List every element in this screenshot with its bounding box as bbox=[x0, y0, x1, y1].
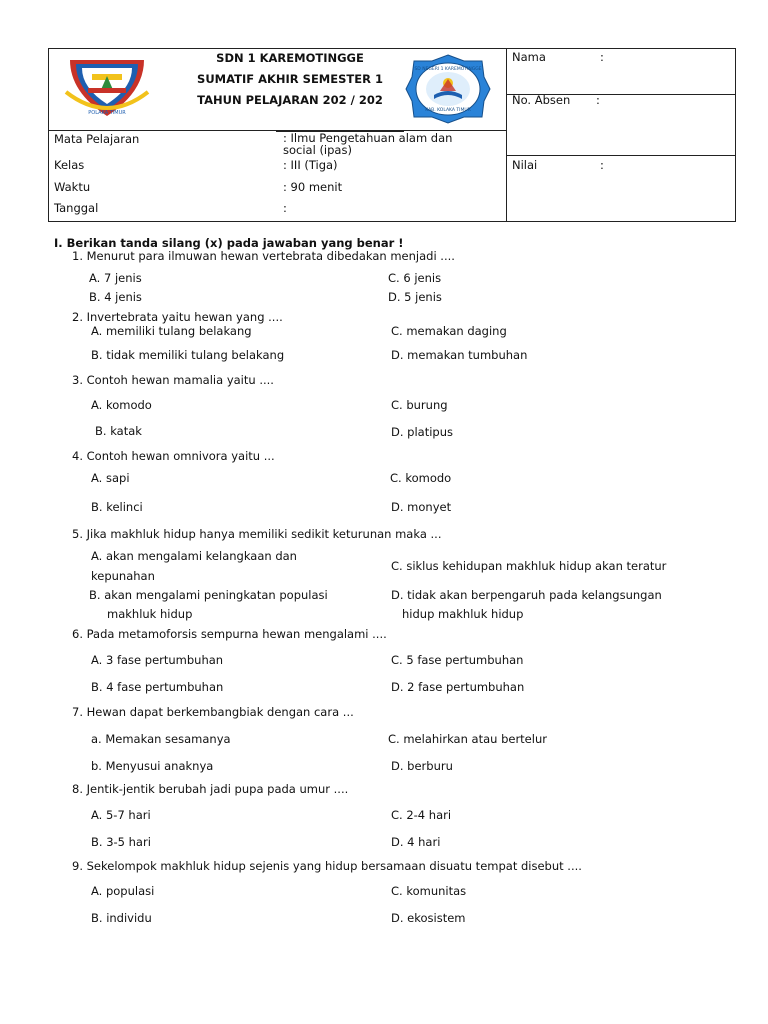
class-label: Kelas bbox=[54, 158, 85, 172]
question-2: 2. Invertebrata yaitu hewan yang .... bbox=[72, 310, 283, 324]
q4-option-c: C. komodo bbox=[390, 471, 452, 485]
q9-option-c: C. komunitas bbox=[391, 884, 467, 898]
q4-option-b: B. kelinci bbox=[91, 500, 143, 514]
q8-option-c: C. 2-4 hari bbox=[391, 808, 452, 822]
q2-option-d: D. memakan tumbuhan bbox=[391, 348, 528, 362]
regency-logo-text: POLAKA TIMUR bbox=[88, 110, 126, 116]
nama-colon: : bbox=[600, 50, 604, 64]
q3-option-c: C. burung bbox=[391, 398, 448, 412]
exam-title: SUMATIF AKHIR SEMESTER 1 bbox=[197, 72, 383, 86]
subject-value: : Ilmu Pengetahuan alam dan social (ipas) bbox=[283, 131, 453, 157]
q1-option-d: D. 5 jenis bbox=[388, 290, 442, 304]
header-divider-right-2 bbox=[506, 155, 736, 156]
q3-option-b: B. katak bbox=[95, 424, 142, 438]
q2-option-b: B. tidak memiliki tulang belakang bbox=[91, 348, 285, 362]
q5-option-b-line2: makhluk hidup bbox=[107, 607, 193, 621]
no-absen-colon: : bbox=[596, 93, 600, 107]
question-8: 8. Jentik-jentik berubah jadi pupa pada umur .... bbox=[72, 782, 349, 796]
q3-option-d: D. platipus bbox=[391, 425, 453, 439]
q4-option-d: D. monyet bbox=[391, 500, 452, 514]
q6-option-b: B. 4 fase pertumbuhan bbox=[91, 680, 224, 694]
q4-option-a: A. sapi bbox=[91, 471, 130, 485]
q9-option-a: A. populasi bbox=[91, 884, 155, 898]
nama-label: Nama bbox=[512, 50, 546, 64]
question-5: 5. Jika makhluk hidup hanya memiliki sedikit keturunan maka ... bbox=[72, 527, 442, 541]
nilai-label: Nilai bbox=[512, 158, 538, 172]
q5-option-b-line1: B. akan mengalami peningkatan populasi bbox=[89, 588, 328, 602]
q7-option-d: D. berburu bbox=[391, 759, 453, 773]
q5-option-a-line1: A. akan mengalami kelangkaan dan bbox=[91, 549, 297, 563]
no-absen-label: No. Absen bbox=[512, 93, 571, 107]
header-divider-vertical bbox=[506, 49, 507, 221]
question-4: 4. Contoh hewan omnivora yaitu ... bbox=[72, 449, 275, 463]
q3-option-a: A. komodo bbox=[91, 398, 152, 412]
q5-option-d-line2: hidup makhluk hidup bbox=[402, 607, 524, 621]
school-name: SDN 1 KAREMOTINGGE bbox=[216, 51, 364, 65]
q6-option-a: A. 3 fase pertumbuhan bbox=[91, 653, 224, 667]
nilai-colon: : bbox=[600, 158, 604, 172]
class-value: : III (Tiga) bbox=[283, 158, 338, 172]
q8-option-b: B. 3-5 hari bbox=[91, 835, 151, 849]
q7-option-c: C. melahirkan atau bertelur bbox=[388, 732, 547, 746]
q8-option-d: D. 4 hari bbox=[391, 835, 441, 849]
subject-label: Mata Pelajaran bbox=[54, 132, 140, 146]
school-logo-bottom-text: KAB. KOLAKA TIMUR bbox=[425, 108, 471, 113]
question-1: 1. Menurut para ilmuwan hewan vertebrata dibedakan menjadi .... bbox=[72, 249, 455, 263]
q1-option-b: B. 4 jenis bbox=[89, 290, 142, 304]
q1-option-c: C. 6 jenis bbox=[388, 271, 442, 285]
q6-option-d: D. 2 fase pertumbuhan bbox=[391, 680, 525, 694]
q2-option-c: C. memakan daging bbox=[391, 324, 507, 338]
time-label: Waktu bbox=[54, 180, 91, 194]
question-3: 3. Contoh hewan mamalia yaitu .... bbox=[72, 373, 274, 387]
academic-year: TAHUN PELAJARAN 202 / 202 bbox=[197, 93, 383, 107]
school-logo-text: SD NEGERI 1 KAREMOTINGGE bbox=[414, 67, 482, 72]
q5-option-c: C. siklus kehidupan makhluk hidup akan teratur bbox=[391, 559, 667, 573]
q1-option-a: A. 7 jenis bbox=[89, 271, 142, 285]
q5-option-d-line1: D. tidak akan berpengaruh pada kelangsungan bbox=[391, 588, 662, 602]
q7-option-b: b. Menyusui anaknya bbox=[91, 759, 214, 773]
q7-option-a: a. Memakan sesamanya bbox=[91, 732, 231, 746]
question-9: 9. Sekelompok makhluk hidup sejenis yang hidup bersamaan disuatu tempat disebut .... bbox=[72, 859, 582, 873]
q6-option-c: C. 5 fase pertumbuhan bbox=[391, 653, 524, 667]
q2-option-a: A. memiliki tulang belakang bbox=[91, 324, 252, 338]
school-logo bbox=[404, 53, 492, 125]
question-6: 6. Pada metamoforsis sempurna hewan mengalami .... bbox=[72, 627, 387, 641]
q8-option-a: A. 5-7 hari bbox=[91, 808, 151, 822]
regency-logo bbox=[62, 52, 152, 120]
q9-option-d: D. ekosistem bbox=[391, 911, 466, 925]
section-instruction: I. Berikan tanda silang (x) pada jawaban yang benar ! bbox=[54, 236, 404, 250]
question-7: 7. Hewan dapat berkembangbiak dengan cara ... bbox=[72, 705, 354, 719]
q9-option-b: B. individu bbox=[91, 911, 152, 925]
q5-option-a-line2: kepunahan bbox=[91, 569, 155, 583]
date-value: : bbox=[283, 201, 287, 215]
time-value: : 90 menit bbox=[283, 180, 343, 194]
date-label: Tanggal bbox=[54, 201, 99, 215]
